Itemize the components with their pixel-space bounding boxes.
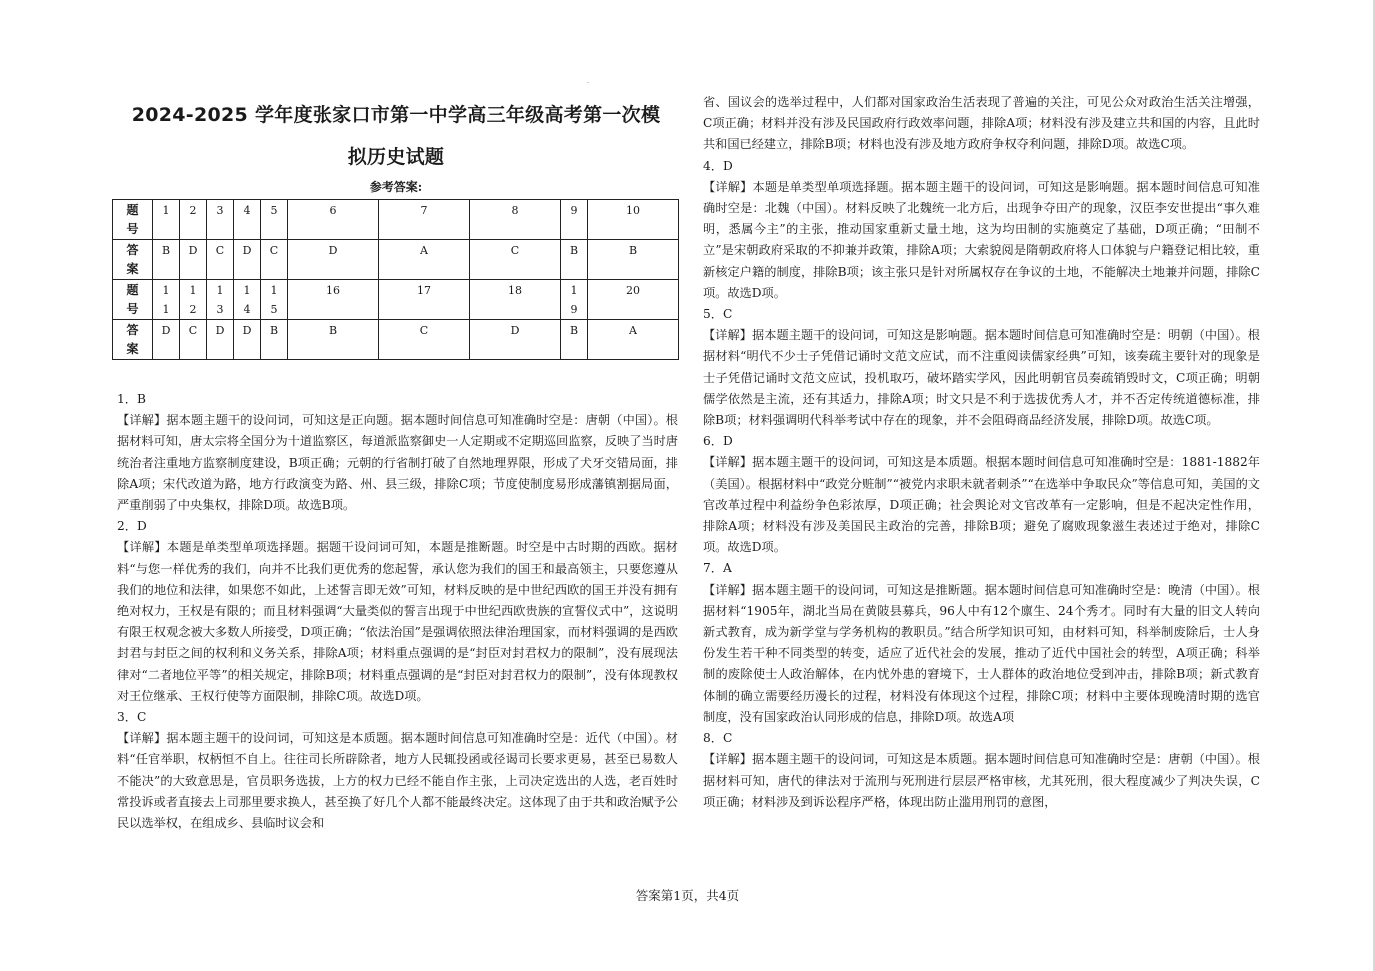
answer-table-cell: B [288, 320, 379, 360]
answer-table-header-cell: 答 案 [113, 240, 153, 280]
answer-table-row [113, 240, 679, 280]
answer-table-cell: 1 1 [153, 280, 180, 320]
answer-table-cell: C [261, 240, 288, 280]
explanation-paragraph: 【详解】本题是单类型单项选择题。据本题主题干的设问词，可知这是影响题。据本题时间信息可知准确时空是：北魏（中国）。材料反映了北魏统一北方后，出现争夺田产的现象，汉臣李安世提出“事久难明，悉属今主”的主张，推动国家重新丈量土地，这为均田制的实施奠定了基础，D项正确；“田制不立”是宋朝政府采取的不抑兼并政策，排除A项；大索貌阅是隋朝政府将人口体貌与户籍登记相比较，重新核定户籍的制度，排除B项；该主张只是针对所属权存在争议的土地，不能解决土地兼并问题，排除C项。故选D项。 [703, 179, 1260, 300]
answer-table-cell: 16 [288, 280, 379, 320]
question-number: 3．C [117, 710, 147, 725]
answer-table-cell: D [234, 320, 261, 360]
answer-table-cell: 9 [561, 200, 588, 240]
answer-table-cell: 6 [288, 200, 379, 240]
answer-table-cell: B [153, 240, 180, 280]
answer-table-cell: B [588, 240, 679, 280]
explanation-paragraph: 【详解】据本题主题干的设问词，可知这是本质题。据本题时间信息可知准确时空是：唐朝（中国）。根据材料可知，唐代的律法对于流刑与死刑进行层层严格审核，尤其死刑，很大程度减少了判决失误，C项正确；材料涉及到诉讼程序严格，体现出防止滥用刑罚的意图， [703, 752, 1260, 809]
answer-table-cell: D [153, 320, 180, 360]
explanation-paragraph: 省、国议会的选举过程中，人们都对国家政治生活表现了普遍的关注，可见公众对政治生活关注增强，C项正确；材料并没有涉及民国政府行政效率问题，排除A项；材料没有涉及建立共和国的内容，且此时共和国已经建立，排除B项；材料也没有涉及地方政府争权夺利问题，排除D项。故选C项。 [703, 95, 1260, 152]
answer-table-cell: D [234, 240, 261, 280]
answer-table-cell: B [561, 240, 588, 280]
answer-table-header-cell: 题 号 [113, 200, 153, 240]
question-number: 7．A [703, 561, 732, 576]
answer-table-cell: 1 4 [234, 280, 261, 320]
answer-table-cell: D [470, 320, 561, 360]
question-number: 8．C [703, 731, 733, 746]
answer-table [112, 199, 679, 360]
answer-table-cell: 1 2 [180, 280, 207, 320]
answer-table-row [113, 280, 679, 320]
explanation-paragraph: 【详解】据本题主题干的设问词，可知这是推断题。据本题时间信息可知准确时空是：晚清（中国）。根据材料“1905年，湖北当局在黄陂县募兵，96人中有12个廪生、24个秀才。同时有大量的旧文人转向新式教育，成为新学堂与学务机构的教职员。”结合所学知识可知，由材料可知，科举制废除后，士人身份发生若干种不同类型的转变，适应了近代社会的发展，推动了近代中国社会的转型，A项正确；科举制的废除使士人政治解体，在内忧外患的窘境下，士人群体的政治地位受到冲击，排除B项；新式教育体制的确立需要经历漫长的过程，材料没有体现这个过程，排除C项；材料中主要体现晚清时期的选官制度，没有国家政治认同形成的信息，排除D项。故选A项 [703, 582, 1260, 724]
answer-table-header-cell: 答 案 [113, 320, 153, 360]
answer-table-cell: 2 [180, 200, 207, 240]
page-title-line2: 拟历史试题 [347, 146, 445, 168]
answer-table-cell: C [207, 240, 234, 280]
explanation-paragraph: 【详解】据本题主题干的设问词，可知这是正向题。据本题时间信息可知准确时空是：唐朝（中国）。根据材料可知，唐太宗将全国分为十道监察区，每道派监察御史一人定期或不定期巡回监察，反映了当时唐统治者注重地方监察制度建设，B项正确；元朝的行省制打破了自然地理界限，形成了犬牙交错局面，排除A项；宋代改道为路，地方行政演变为路、州、县三级，排除C项；节度使制度易形成藩镇割据局面，严重削弱了中央集权，排除D项。故选B项。 [117, 413, 678, 513]
question-number: 1．B [117, 392, 146, 406]
question-number: 4．D [703, 158, 733, 173]
answer-table-row [113, 320, 679, 360]
explanation-paragraph: 【详解】据本题主题干的设问词，可知这是影响题。据本题时间信息可知准确时空是：明朝（中国）。根据材料“明代不少士子凭借记诵时文范文应试，而不注重阅读儒家经典”可知，该奏疏主要针对的现象是士子凭借记诵时文范文应试，投机取巧，破坏踏实学风，因此明朝官员奏疏销毁时文，C项正确；明朝儒学依然是主流，还有其适力，排除A项；时文只是不利于选拔优秀人才，并不否定传统道德标准，排除B项；材料强调明代科举考试中存在的现象，并不会阻碍商品经济发展，排除D项。故选C项。 [703, 328, 1260, 428]
explanation-paragraph: 【详解】据本题主题干的设问词，可知这是本质题。据本题时间信息可知准确时空是：近代（中国）。材料“任官举职，权柄恒不自上。往往司长所辟除者，地方人民辄投函或径谒司长要求更易，甚至已易数人不能决”的大致意思是，官员职务选拔，上方的权力已经不能自作主张，上司决定选出的人选，老百姓时常投诉或者直接去上司那里要求换人，甚至换了好几个人都不能最终决定。这体现了由于共和政治赋予公民以选举权，在组成乡、县临时议会和 [117, 731, 678, 831]
answer-table-cell: 5 [261, 200, 288, 240]
answer-table-cell: D [180, 240, 207, 280]
answer-table-cell: 20 [588, 280, 679, 320]
right-column [703, 92, 1260, 813]
answer-subtitle: 参考答案: [369, 180, 423, 194]
answer-table-cell: A [379, 240, 470, 280]
page-footer: 答案第1页，共4页 [635, 888, 740, 903]
answer-table-cell: D [288, 240, 379, 280]
answer-table-cell: C [180, 320, 207, 360]
left-column [117, 389, 678, 834]
answer-table-cell: 17 [379, 280, 470, 320]
answer-table-header-cell: 题 号 [113, 280, 153, 320]
answer-table-cell: 7 [379, 200, 470, 240]
answer-table-cell: B [561, 320, 588, 360]
question-number: 5．C [703, 307, 733, 322]
answer-table-cell: 1 [153, 200, 180, 240]
answer-table-cell: C [470, 240, 561, 280]
answer-table-cell: D [207, 320, 234, 360]
explanation-paragraph: 【详解】本题是单类型单项选择题。据题干设问词可知，本题是推断题。时空是中古时期的西欧。据材料“与您一样优秀的我们，向并不比我们更优秀的您起誓，承认您为我们的国王和最高领主，只要您遵从我们的地位和法律，如果您不如此，上述誓言即无效”可知，材料反映的是中世纪西欧的国王并没有拥有绝对权力，王权是有限的；而且材料强调“大量类似的誓言出现于中世纪西欧贵族的宣誓仪式中”，这说明有限王权观念被大多数人所接受，D项正确；“依法治国”是强调依照法律治理国家，而材料强调的是西欧封君与封臣之间的权利和义务关系，排除A项；材料重点强调的是“封臣对封君权力的限制”，没有展现法律对“二者地位平等”的相关规定，排除B项；材料重点强调的是“封臣对封君权力的限制”，没有体现教权对王位继承、王权行使等方面限制，排除C项。故选D项。 [117, 540, 678, 703]
answer-table-cell: C [379, 320, 470, 360]
answer-table-cell: 1 5 [261, 280, 288, 320]
question-number: 2．D [117, 519, 147, 534]
page-title-line1: 2024-2025 学年度张家口市第一中学高三年级高考第一次模 [131, 104, 661, 126]
question-number: 6．D [703, 434, 733, 449]
answer-table-row [113, 200, 679, 240]
answer-table-cell: A [588, 320, 679, 360]
answer-table-cell: 1 9 [561, 280, 588, 320]
answer-table-cell: 10 [588, 200, 679, 240]
explanation-paragraph: 【详解】据本题主题干的设问词，可知这是本质题。根据本题时间信息可知准确时空是：1881-1882年（美国）。根据材料中“政党分赃制”“被党内求职未就者刺杀”“在选举中争取民众”等信息可知，美国的文官改革过程中利益纷争色彩浓厚，D项正确；社会舆论对文官改革有一定影响，但是不起决定性作用，排除A项；材料没有涉及美国民主政治的完善，排除B项；避免了腐败现象滋生表述过于绝对，排除C项。故选D项。 [703, 455, 1260, 555]
scan-dot: · [587, 80, 589, 87]
answer-table-cell: 1 3 [207, 280, 234, 320]
answer-table-cell: 4 [234, 200, 261, 240]
answer-table-cell: 3 [207, 200, 234, 240]
answer-table-cell: 18 [470, 280, 561, 320]
answer-table-cell: B [261, 320, 288, 360]
answer-table-cell: 8 [470, 200, 561, 240]
